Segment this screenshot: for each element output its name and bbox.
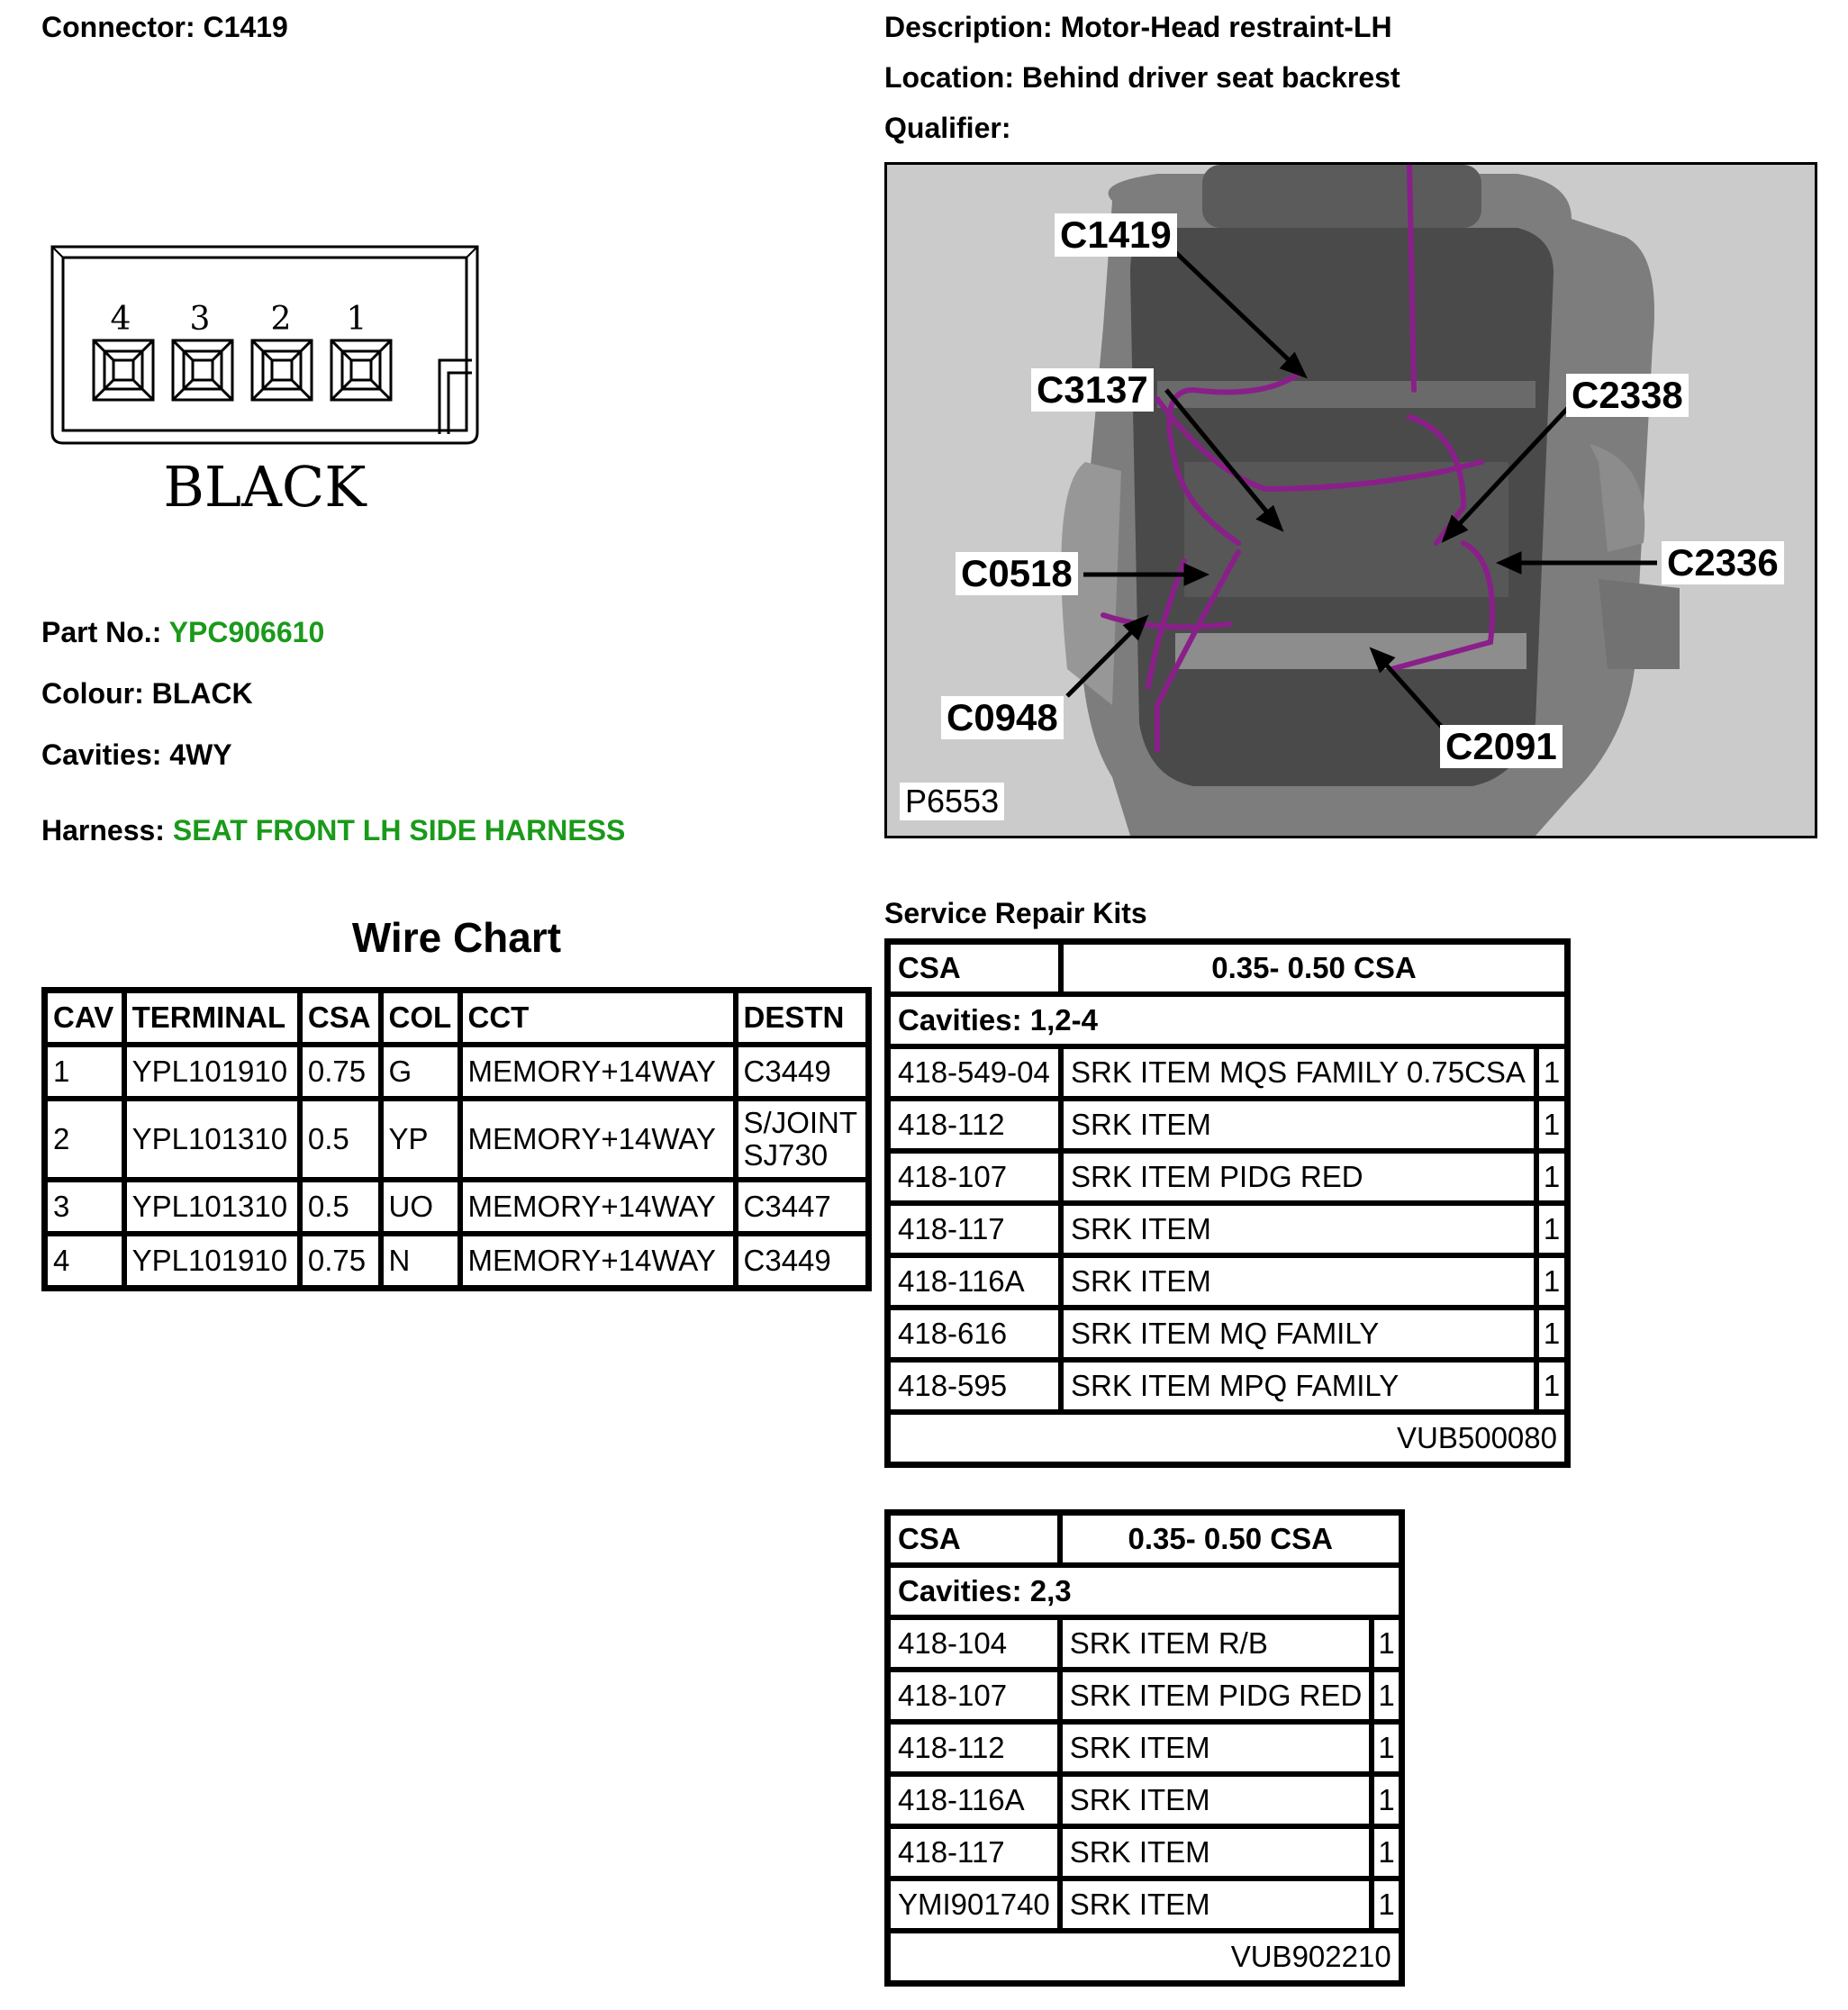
col-cell: N: [381, 1234, 460, 1288]
pin-number-4: 4: [110, 301, 131, 338]
kit-part-number: 418-116A: [888, 1774, 1060, 1826]
wire-chart-title: Wire Chart: [351, 914, 562, 961]
kit-item-description: SRK ITEM: [1061, 1255, 1536, 1308]
kit-part-number: 418-117: [888, 1203, 1061, 1255]
kit-header-row: [888, 1513, 1401, 1565]
table-row: [888, 1360, 1567, 1412]
cavity-1: [331, 340, 391, 400]
kit-item-qty: 1: [1536, 1308, 1567, 1360]
kit-item-description: SRK ITEM PIDG RED: [1060, 1670, 1372, 1722]
kit-part-number: YMI901740: [888, 1879, 1060, 1931]
kit-part-number: 418-107: [888, 1151, 1061, 1203]
csa-label: CSA: [888, 942, 1061, 994]
kit-item-qty: 1: [1372, 1722, 1400, 1774]
callout-c2091: C2091: [1440, 725, 1563, 768]
csa-cell: 0.75: [300, 1234, 381, 1288]
kit-item-description: SRK ITEM PIDG RED: [1061, 1151, 1536, 1203]
wire-chart-table: [41, 987, 872, 1291]
kit-item-qty: 1: [1536, 1151, 1567, 1203]
kit-item-description: SRK ITEM R/B: [1060, 1617, 1372, 1670]
table-row: [888, 1617, 1401, 1670]
photo-id-label: P6553: [900, 783, 1004, 820]
cct-cell: MEMORY+14WAY: [460, 1234, 736, 1288]
col-cell: UO: [381, 1180, 460, 1234]
pin-number-2: 2: [270, 301, 292, 338]
kit-part-number: 418-107: [888, 1670, 1060, 1722]
callout-c2336: C2336: [1662, 541, 1784, 584]
column-header: CSA: [300, 991, 381, 1045]
kit-item-description: SRK ITEM MQ FAMILY: [1061, 1308, 1536, 1360]
connector-face-diagram: [50, 243, 483, 522]
callout-c3137: C3137: [1031, 368, 1154, 412]
column-header: COL: [381, 991, 460, 1045]
kit-part-number: 418-595: [888, 1360, 1061, 1412]
table-row: [45, 1180, 868, 1234]
terminal-cell: YPL101910: [124, 1234, 300, 1288]
kit-item-qty: 1: [1372, 1774, 1400, 1826]
qualifier-line: [884, 112, 1010, 145]
description-line: [884, 11, 1392, 44]
cavities-line: [41, 738, 232, 772]
service-repair-kits-title: Service Repair Kits: [884, 897, 1147, 929]
kit-cavities: Cavities: 1,2-4: [888, 994, 1567, 1046]
kit-part-number: 418-116A: [888, 1255, 1061, 1308]
cavities-label: Cavities:: [41, 738, 162, 771]
csa-cell: 0.5: [300, 1099, 381, 1180]
col-cell: YP: [381, 1099, 460, 1180]
harness-link[interactable]: SEAT FRONT LH SIDE HARNESS: [172, 814, 626, 847]
cav-cell: 1: [45, 1045, 124, 1099]
kit-item-qty: 1: [1372, 1617, 1400, 1670]
kit-item-description: SRK ITEM: [1060, 1722, 1372, 1774]
table-row: [888, 1774, 1401, 1826]
csa-range: 0.35- 0.50 CSA: [1061, 942, 1567, 994]
table-row: [888, 1308, 1567, 1360]
connector-colour-label: BLACK: [163, 454, 367, 520]
qualifier-label: Qualifier:: [884, 112, 1011, 144]
callout-c0518: C0518: [956, 552, 1078, 595]
location-label: Location:: [884, 61, 1014, 94]
kit-item-description: SRK ITEM: [1060, 1879, 1372, 1931]
repair-kit-table-2: [884, 1509, 1405, 1987]
connector-heading: [41, 11, 288, 44]
cct-cell: MEMORY+14WAY: [460, 1099, 736, 1180]
connector-label: Connector:: [41, 11, 195, 43]
column-header: CCT: [460, 991, 736, 1045]
terminal-cell: YPL101310: [124, 1180, 300, 1234]
harness-line: [41, 814, 625, 847]
cavity-3: [173, 340, 232, 400]
col-cell: G: [381, 1045, 460, 1099]
kit-item-qty: 1: [1372, 1879, 1400, 1931]
pin-number-1: 1: [346, 301, 367, 338]
location-line: [884, 61, 1400, 95]
kit-part-number: 418-616: [888, 1308, 1061, 1360]
cav-cell: 2: [45, 1099, 124, 1180]
table-row: [888, 1826, 1401, 1879]
table-row: [45, 1234, 868, 1288]
kit-item-qty: 1: [1372, 1826, 1400, 1879]
kit-item-qty: 1: [1372, 1670, 1400, 1722]
destn-cell[interactable]: C3447: [736, 1180, 868, 1234]
table-row: [45, 1045, 868, 1099]
cct-cell: MEMORY+14WAY: [460, 1045, 736, 1099]
colour-label: Colour:: [41, 677, 144, 710]
table-row: [888, 1722, 1401, 1774]
kit-cavities-row: [888, 994, 1567, 1046]
kit-item-qty: 1: [1536, 1255, 1567, 1308]
kit-part-number: 418-104: [888, 1617, 1060, 1670]
kit-footer-row: [888, 1931, 1401, 1983]
connector-value: C1419: [203, 11, 288, 43]
table-row: [888, 1046, 1567, 1099]
table-row: [45, 1099, 868, 1180]
terminal-cell: YPL101910: [124, 1045, 300, 1099]
table-row: [888, 1255, 1567, 1308]
cav-cell: 3: [45, 1180, 124, 1234]
cavity-2: [252, 340, 312, 400]
wire-chart-header-row: [45, 991, 868, 1045]
part-number-link[interactable]: YPC906610: [168, 616, 325, 648]
kit-item-qty: 1: [1536, 1203, 1567, 1255]
callout-c1419: C1419: [1055, 213, 1177, 257]
kit-item-description: SRK ITEM MPQ FAMILY: [1061, 1360, 1536, 1412]
csa-cell: 0.75: [300, 1045, 381, 1099]
cavities-value: 4WY: [169, 738, 232, 771]
destn-cell[interactable]: C3449: [736, 1234, 868, 1288]
kit-item-description: SRK ITEM: [1060, 1774, 1372, 1826]
kit-item-description: SRK ITEM: [1061, 1099, 1536, 1151]
destn-cell[interactable]: C3449: [736, 1045, 868, 1099]
colour-line: [41, 677, 253, 711]
description-label: Description:: [884, 11, 1053, 43]
table-row: [888, 1670, 1401, 1722]
kit-item-qty: 1: [1536, 1360, 1567, 1412]
destn-cell[interactable]: S/JOINT SJ730: [736, 1099, 868, 1180]
kit-item-qty: 1: [1536, 1099, 1567, 1151]
callout-c2338: C2338: [1566, 374, 1689, 417]
csa-cell: 0.5: [300, 1180, 381, 1234]
part-number-line: [41, 616, 324, 649]
kit-number: VUB500080: [888, 1412, 1567, 1464]
kit-part-number: 418-112: [888, 1099, 1061, 1151]
location-photo: [884, 162, 1817, 838]
column-header: DESTN: [736, 991, 868, 1045]
table-row: [888, 1203, 1567, 1255]
kit-item-description: SRK ITEM MQS FAMILY 0.75CSA: [1061, 1046, 1536, 1099]
csa-label: CSA: [888, 1513, 1060, 1565]
cavity-4: [94, 340, 153, 400]
kit-part-number: 418-117: [888, 1826, 1060, 1879]
column-header: TERMINAL: [124, 991, 300, 1045]
description-value: Motor-Head restraint-LH: [1060, 11, 1392, 43]
kit-part-number: 418-549-04: [888, 1046, 1061, 1099]
table-row: [888, 1879, 1401, 1931]
table-row: [888, 1151, 1567, 1203]
kit-number: VUB902210: [888, 1931, 1401, 1983]
location-value: Behind driver seat backrest: [1021, 61, 1400, 94]
colour-value: BLACK: [151, 677, 253, 710]
kit-footer-row: [888, 1412, 1567, 1464]
kit-item-description: SRK ITEM: [1060, 1826, 1372, 1879]
pin-number-3: 3: [189, 301, 211, 338]
kit-item-qty: 1: [1536, 1046, 1567, 1099]
terminal-cell: YPL101310: [124, 1099, 300, 1180]
csa-range: 0.35- 0.50 CSA: [1060, 1513, 1401, 1565]
repair-kit-table-1: [884, 938, 1571, 1468]
kit-item-description: SRK ITEM: [1061, 1203, 1536, 1255]
kit-cavities: Cavities: 2,3: [888, 1565, 1401, 1617]
kit-header-row: [888, 942, 1567, 994]
harness-label: Harness:: [41, 814, 165, 847]
kit-part-number: 418-112: [888, 1722, 1060, 1774]
callout-c0948: C0948: [941, 696, 1064, 739]
cav-cell: 4: [45, 1234, 124, 1288]
part-label: Part No.:: [41, 616, 162, 648]
column-header: CAV: [45, 991, 124, 1045]
kit-cavities-row: [888, 1565, 1401, 1617]
cct-cell: MEMORY+14WAY: [460, 1180, 736, 1234]
table-row: [888, 1099, 1567, 1151]
